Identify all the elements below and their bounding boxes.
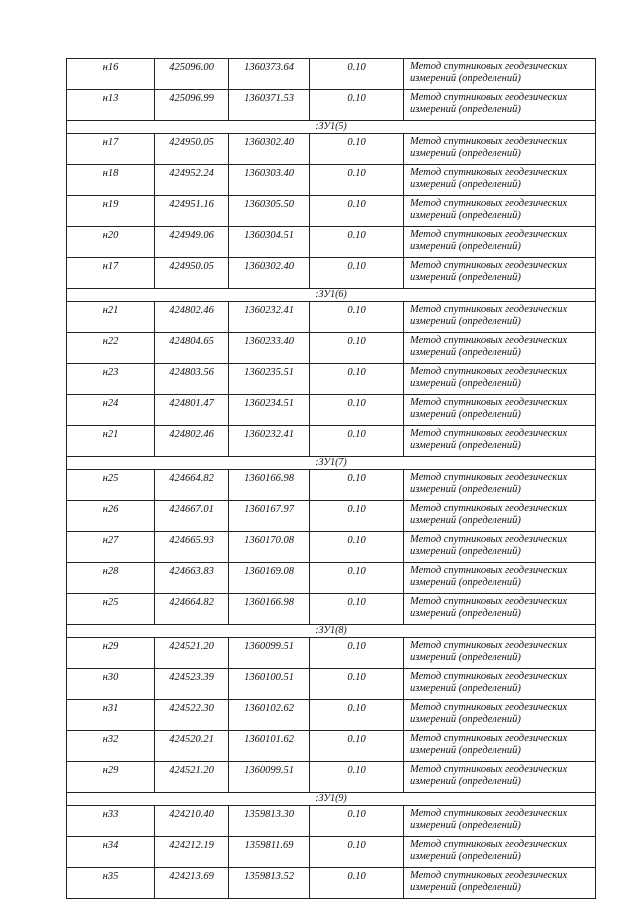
x-coordinate-cell: 424949.06 <box>155 227 229 258</box>
y-coordinate-cell: 1360232.41 <box>229 302 310 333</box>
table-row <box>67 762 596 793</box>
table-row <box>67 395 596 426</box>
y-coordinate-cell: 1360371.53 <box>229 90 310 121</box>
y-coordinate-cell: 1360101.62 <box>229 731 310 762</box>
table-row <box>67 806 596 837</box>
point-id-cell: н21 <box>67 302 155 333</box>
section-header-row <box>67 625 596 638</box>
table-row <box>67 470 596 501</box>
point-id-cell: н17 <box>67 134 155 165</box>
method-cell: Метод спутниковых геодезических измерений (определений) <box>404 333 596 364</box>
method-cell: Метод спутниковых геодезических измерений (определений) <box>404 806 596 837</box>
table-row <box>67 700 596 731</box>
point-id-cell: н28 <box>67 563 155 594</box>
method-cell: Метод спутниковых геодезических измерений (определений) <box>404 868 596 899</box>
accuracy-cell: 0.10 <box>310 196 404 227</box>
x-coordinate-cell: 424523.39 <box>155 669 229 700</box>
point-id-cell: н35 <box>67 868 155 899</box>
method-cell: Метод спутниковых геодезических измерений (определений) <box>404 837 596 868</box>
point-id-cell: н22 <box>67 333 155 364</box>
accuracy-cell: 0.10 <box>310 501 404 532</box>
method-cell: Метод спутниковых геодезических измерений (определений) <box>404 165 596 196</box>
table-row <box>67 501 596 532</box>
x-coordinate-cell: 424667.01 <box>155 501 229 532</box>
y-coordinate-cell: 1360303.40 <box>229 165 310 196</box>
accuracy-cell: 0.10 <box>310 638 404 669</box>
point-id-cell: н25 <box>67 594 155 625</box>
table-row <box>67 638 596 669</box>
y-coordinate-cell: 1360234.51 <box>229 395 310 426</box>
point-id-cell: н19 <box>67 196 155 227</box>
point-id-cell: н34 <box>67 837 155 868</box>
y-coordinate-cell: 1359811.69 <box>229 837 310 868</box>
y-coordinate-cell: 1360302.40 <box>229 258 310 289</box>
point-id-cell: н21 <box>67 426 155 457</box>
accuracy-cell: 0.10 <box>310 700 404 731</box>
accuracy-cell: 0.10 <box>310 90 404 121</box>
accuracy-cell: 0.10 <box>310 227 404 258</box>
method-cell: Метод спутниковых геодезических измерений (определений) <box>404 638 596 669</box>
y-coordinate-cell: 1360166.98 <box>229 470 310 501</box>
y-coordinate-cell: 1360169.08 <box>229 563 310 594</box>
accuracy-cell: 0.10 <box>310 669 404 700</box>
point-id-cell: н29 <box>67 762 155 793</box>
x-coordinate-cell: 424804.65 <box>155 333 229 364</box>
point-id-cell: н31 <box>67 700 155 731</box>
table-row <box>67 196 596 227</box>
accuracy-cell: 0.10 <box>310 532 404 563</box>
table-row <box>67 59 596 90</box>
method-cell: Метод спутниковых геодезических измерений (определений) <box>404 731 596 762</box>
method-cell: Метод спутниковых геодезических измерений (определений) <box>404 470 596 501</box>
section-header-row <box>67 121 596 134</box>
method-cell: Метод спутниковых геодезических измерений (определений) <box>404 700 596 731</box>
method-cell: Метод спутниковых геодезических измерений (определений) <box>404 90 596 121</box>
section-title: :ЗУ1(7) <box>67 457 596 470</box>
method-cell: Метод спутниковых геодезических измерений (определений) <box>404 134 596 165</box>
point-id-cell: н16 <box>67 59 155 90</box>
y-coordinate-cell: 1360100.51 <box>229 669 310 700</box>
method-cell: Метод спутниковых геодезических измерений (определений) <box>404 258 596 289</box>
method-cell: Метод спутниковых геодезических измерений (определений) <box>404 669 596 700</box>
method-cell: Метод спутниковых геодезических измерений (определений) <box>404 594 596 625</box>
x-coordinate-cell: 424952.24 <box>155 165 229 196</box>
x-coordinate-cell: 424213.69 <box>155 868 229 899</box>
point-id-cell: н26 <box>67 501 155 532</box>
method-cell: Метод спутниковых геодезических измерений (определений) <box>404 59 596 90</box>
x-coordinate-cell: 424521.20 <box>155 638 229 669</box>
x-coordinate-cell: 424664.82 <box>155 470 229 501</box>
table-row <box>67 594 596 625</box>
method-cell: Метод спутниковых геодезических измерений (определений) <box>404 426 596 457</box>
coordinates-table-body <box>67 59 596 899</box>
table-row <box>67 669 596 700</box>
x-coordinate-cell: 424212.19 <box>155 837 229 868</box>
x-coordinate-cell: 424663.83 <box>155 563 229 594</box>
method-cell: Метод спутниковых геодезических измерений (определений) <box>404 563 596 594</box>
section-title: :ЗУ1(9) <box>67 793 596 806</box>
accuracy-cell: 0.10 <box>310 364 404 395</box>
point-id-cell: н30 <box>67 669 155 700</box>
point-id-cell: н32 <box>67 731 155 762</box>
point-id-cell: н18 <box>67 165 155 196</box>
table-row <box>67 258 596 289</box>
table-row <box>67 731 596 762</box>
x-coordinate-cell: 424802.46 <box>155 426 229 457</box>
y-coordinate-cell: 1360099.51 <box>229 762 310 793</box>
point-id-cell: н27 <box>67 532 155 563</box>
method-cell: Метод спутниковых геодезических измерений (определений) <box>404 501 596 532</box>
x-coordinate-cell: 424803.56 <box>155 364 229 395</box>
section-header-row <box>67 793 596 806</box>
x-coordinate-cell: 424521.20 <box>155 762 229 793</box>
y-coordinate-cell: 1360302.40 <box>229 134 310 165</box>
y-coordinate-cell: 1359813.30 <box>229 806 310 837</box>
x-coordinate-cell: 424664.82 <box>155 594 229 625</box>
y-coordinate-cell: 1360232.41 <box>229 426 310 457</box>
x-coordinate-cell: 424801.47 <box>155 395 229 426</box>
y-coordinate-cell: 1360167.97 <box>229 501 310 532</box>
section-title: :ЗУ1(5) <box>67 121 596 134</box>
y-coordinate-cell: 1360305.50 <box>229 196 310 227</box>
y-coordinate-cell: 1359813.52 <box>229 868 310 899</box>
method-cell: Метод спутниковых геодезических измерений (определений) <box>404 196 596 227</box>
y-coordinate-cell: 1360166.98 <box>229 594 310 625</box>
method-cell: Метод спутниковых геодезических измерений (определений) <box>404 364 596 395</box>
x-coordinate-cell: 424951.16 <box>155 196 229 227</box>
y-coordinate-cell: 1360170.08 <box>229 532 310 563</box>
x-coordinate-cell: 425096.99 <box>155 90 229 121</box>
x-coordinate-cell: 424520.21 <box>155 731 229 762</box>
x-coordinate-cell: 424950.05 <box>155 134 229 165</box>
section-header-row <box>67 289 596 302</box>
method-cell: Метод спутниковых геодезических измерений (определений) <box>404 532 596 563</box>
table-row <box>67 837 596 868</box>
table-row <box>67 165 596 196</box>
accuracy-cell: 0.10 <box>310 806 404 837</box>
accuracy-cell: 0.10 <box>310 563 404 594</box>
x-coordinate-cell: 424522.30 <box>155 700 229 731</box>
table-row <box>67 868 596 899</box>
x-coordinate-cell: 425096.00 <box>155 59 229 90</box>
method-cell: Метод спутниковых геодезических измерений (определений) <box>404 302 596 333</box>
section-title: :ЗУ1(8) <box>67 625 596 638</box>
table-row <box>67 364 596 395</box>
accuracy-cell: 0.10 <box>310 837 404 868</box>
section-header-row <box>67 457 596 470</box>
accuracy-cell: 0.10 <box>310 762 404 793</box>
x-coordinate-cell: 424802.46 <box>155 302 229 333</box>
y-coordinate-cell: 1360233.40 <box>229 333 310 364</box>
method-cell: Метод спутниковых геодезических измерений (определений) <box>404 762 596 793</box>
x-coordinate-cell: 424950.05 <box>155 258 229 289</box>
section-title: :ЗУ1(6) <box>67 289 596 302</box>
point-id-cell: н25 <box>67 470 155 501</box>
table-row <box>67 227 596 258</box>
table-row <box>67 563 596 594</box>
accuracy-cell: 0.10 <box>310 302 404 333</box>
point-id-cell: н24 <box>67 395 155 426</box>
method-cell: Метод спутниковых геодезических измерений (определений) <box>404 395 596 426</box>
point-id-cell: н17 <box>67 258 155 289</box>
accuracy-cell: 0.10 <box>310 165 404 196</box>
accuracy-cell: 0.10 <box>310 470 404 501</box>
accuracy-cell: 0.10 <box>310 594 404 625</box>
accuracy-cell: 0.10 <box>310 395 404 426</box>
table-row <box>67 302 596 333</box>
y-coordinate-cell: 1360304.51 <box>229 227 310 258</box>
point-id-cell: н23 <box>67 364 155 395</box>
y-coordinate-cell: 1360099.51 <box>229 638 310 669</box>
accuracy-cell: 0.10 <box>310 59 404 90</box>
accuracy-cell: 0.10 <box>310 426 404 457</box>
table-row <box>67 333 596 364</box>
point-id-cell: н29 <box>67 638 155 669</box>
table-row <box>67 90 596 121</box>
y-coordinate-cell: 1360373.64 <box>229 59 310 90</box>
point-id-cell: н13 <box>67 90 155 121</box>
accuracy-cell: 0.10 <box>310 258 404 289</box>
point-id-cell: н33 <box>67 806 155 837</box>
table-row <box>67 532 596 563</box>
point-id-cell: н20 <box>67 227 155 258</box>
accuracy-cell: 0.10 <box>310 731 404 762</box>
method-cell: Метод спутниковых геодезических измерений (определений) <box>404 227 596 258</box>
x-coordinate-cell: 424665.93 <box>155 532 229 563</box>
accuracy-cell: 0.10 <box>310 333 404 364</box>
y-coordinate-cell: 1360235.51 <box>229 364 310 395</box>
table-row <box>67 426 596 457</box>
accuracy-cell: 0.10 <box>310 868 404 899</box>
coordinates-table <box>66 58 596 899</box>
x-coordinate-cell: 424210.40 <box>155 806 229 837</box>
y-coordinate-cell: 1360102.62 <box>229 700 310 731</box>
table-row <box>67 134 596 165</box>
accuracy-cell: 0.10 <box>310 134 404 165</box>
